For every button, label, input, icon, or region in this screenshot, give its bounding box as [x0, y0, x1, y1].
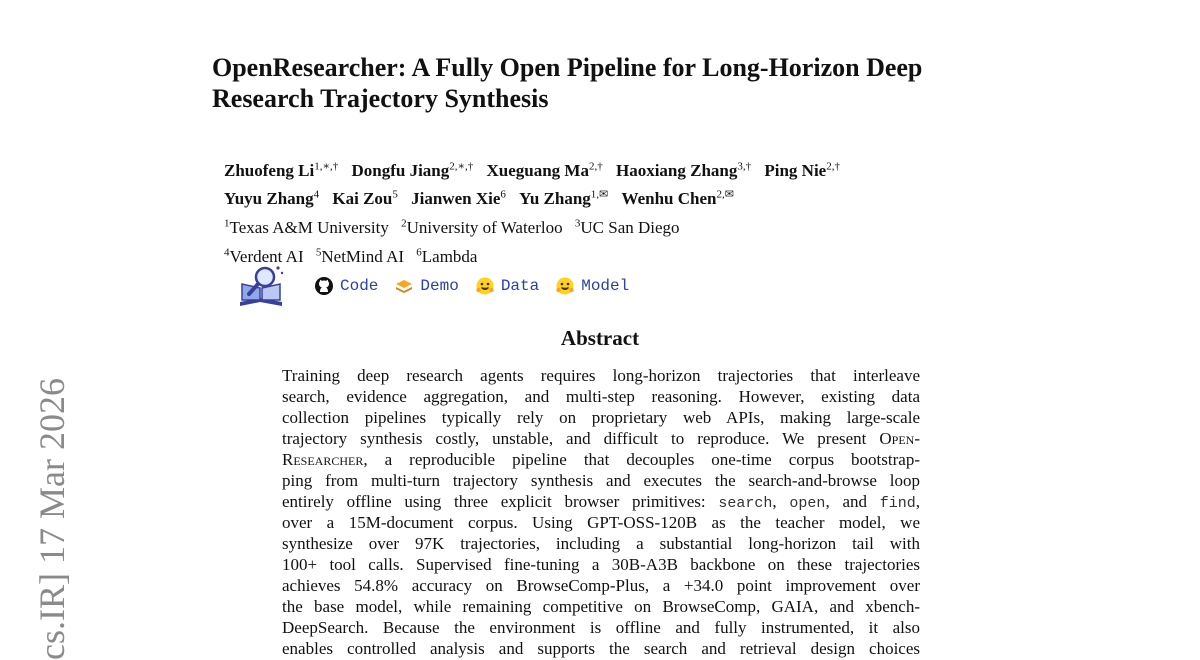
abstract-line: the base model, while remaining competitive on BrowseComp, GAIA, and xbench- — [282, 597, 920, 616]
model-link[interactable] — [555, 276, 629, 296]
system-name: Researcher — [282, 450, 364, 469]
primitive-search: search — [718, 495, 773, 512]
abstract-line: DeepSearch. Because the environment is offline and fully instrumented, it also — [282, 618, 920, 637]
system-name: Open- — [879, 429, 920, 448]
author: Zhuofeng $Li^{1,∗,\dagger}$ — [224, 160, 339, 180]
demo-link[interactable] — [394, 276, 458, 296]
abstract-line: Researcher, a reproducible pipeline that decouples one-time corpus bootstrap- — [282, 450, 920, 469]
author: Ping Nie$^{2,\dagger}$ — [764, 160, 840, 180]
author-block — [224, 154, 984, 269]
abstract-line: enables controlled analysis and supports the search and retrieval design choices — [282, 639, 920, 658]
author: Kai Zou$^5$ — [332, 188, 398, 209]
abstract-line: achieves 54.8% accuracy on BrowseComp-Plus, a +34.0 point improvement over — [282, 576, 920, 595]
affiliation: $^6$Lambda — [416, 245, 478, 266]
huggingface-icon — [555, 276, 575, 296]
data-link[interactable] — [475, 276, 539, 296]
primitive-find: find — [879, 495, 916, 512]
abstract-line: synthesize over 97K trajectories, including a substantial long-horizon tail with — [282, 534, 920, 553]
huggingface-icon — [475, 276, 495, 296]
affiliation: $^4$Verdent AI — [224, 245, 304, 266]
author-line — [224, 183, 984, 212]
primitive-open: open — [789, 495, 826, 512]
arxiv-stamp — [31, 330, 72, 660]
author: Yuyu Zhang$^4$ — [224, 188, 320, 209]
code-link[interactable] — [314, 276, 378, 296]
affiliation: $^3$UC San Diego — [574, 217, 680, 237]
author: Haoxiang Zhang$^{3,\dagger}$ — [615, 160, 752, 180]
author: Yu Zhang$^{1,✉}$ — [519, 188, 609, 209]
title-line-1: OpenResearcher: A Fully Open Pipeline for Long-Horizon Deep — [212, 53, 923, 82]
affiliation: $^1$Texas A&M University — [224, 217, 389, 237]
author: Jianwen Xie$^6$ — [411, 188, 506, 209]
abstract-line: search, evidence aggregation, and multi-step reasoning. However, existing data — [282, 387, 920, 406]
abstract-heading: Abstract — [560, 326, 640, 350]
data-link-label: Data — [500, 277, 540, 295]
abstract-line: entirely offline using three explicit browser primitives: search, open, and find, — [282, 492, 920, 512]
author: Dongfu Jiang$^{2,∗,\dagger}$ — [351, 160, 474, 180]
affiliation: $^5$NetMind AI — [315, 245, 405, 266]
model-link-label: Model — [581, 277, 630, 295]
code-link-label: Code — [340, 277, 379, 295]
abstract-body — [282, 365, 920, 659]
abstract-line: over a 15M-document corpus. Using GPT-OSS-120B as the teacher model, we — [282, 513, 920, 532]
paper-title — [212, 52, 1032, 114]
abstract-line: collection pipelines typically rely on proprietary web APIs, making large-scale — [282, 408, 920, 427]
demo-icon — [394, 276, 414, 296]
affiliation-line — [224, 211, 984, 240]
author: Wenhu Chen$^{2,✉}$ — [621, 188, 734, 209]
abstract-line: trajectory synthesis costly, unstable, and difficult to reproduce. We present Open- — [282, 429, 920, 448]
arxiv-stamp-text: cs.IR] 17 Mar 2026 — [32, 378, 72, 660]
abstract-line: ping from multi-turn trajectory synthesis and executes the search-and-browse loop — [282, 471, 920, 490]
resource-links — [236, 264, 645, 308]
openresearcher-logo-icon — [236, 264, 286, 308]
author-line — [224, 154, 984, 183]
abstract-line: Training deep research agents requires long-horizon trajectories that interleave — [282, 366, 920, 385]
demo-link-label: Demo — [420, 277, 459, 295]
github-icon — [314, 276, 334, 296]
author: Xueguang $Ma^{2,\dagger}$ — [486, 160, 603, 180]
title-line-2: Research Trajectory Synthesis — [212, 84, 549, 113]
affiliation: $^2$University of Waterloo — [401, 217, 563, 237]
abstract-line: 100+ tool calls. Supervised fine-tuning a 30B-A3B backbone on these trajectories — [282, 555, 920, 574]
